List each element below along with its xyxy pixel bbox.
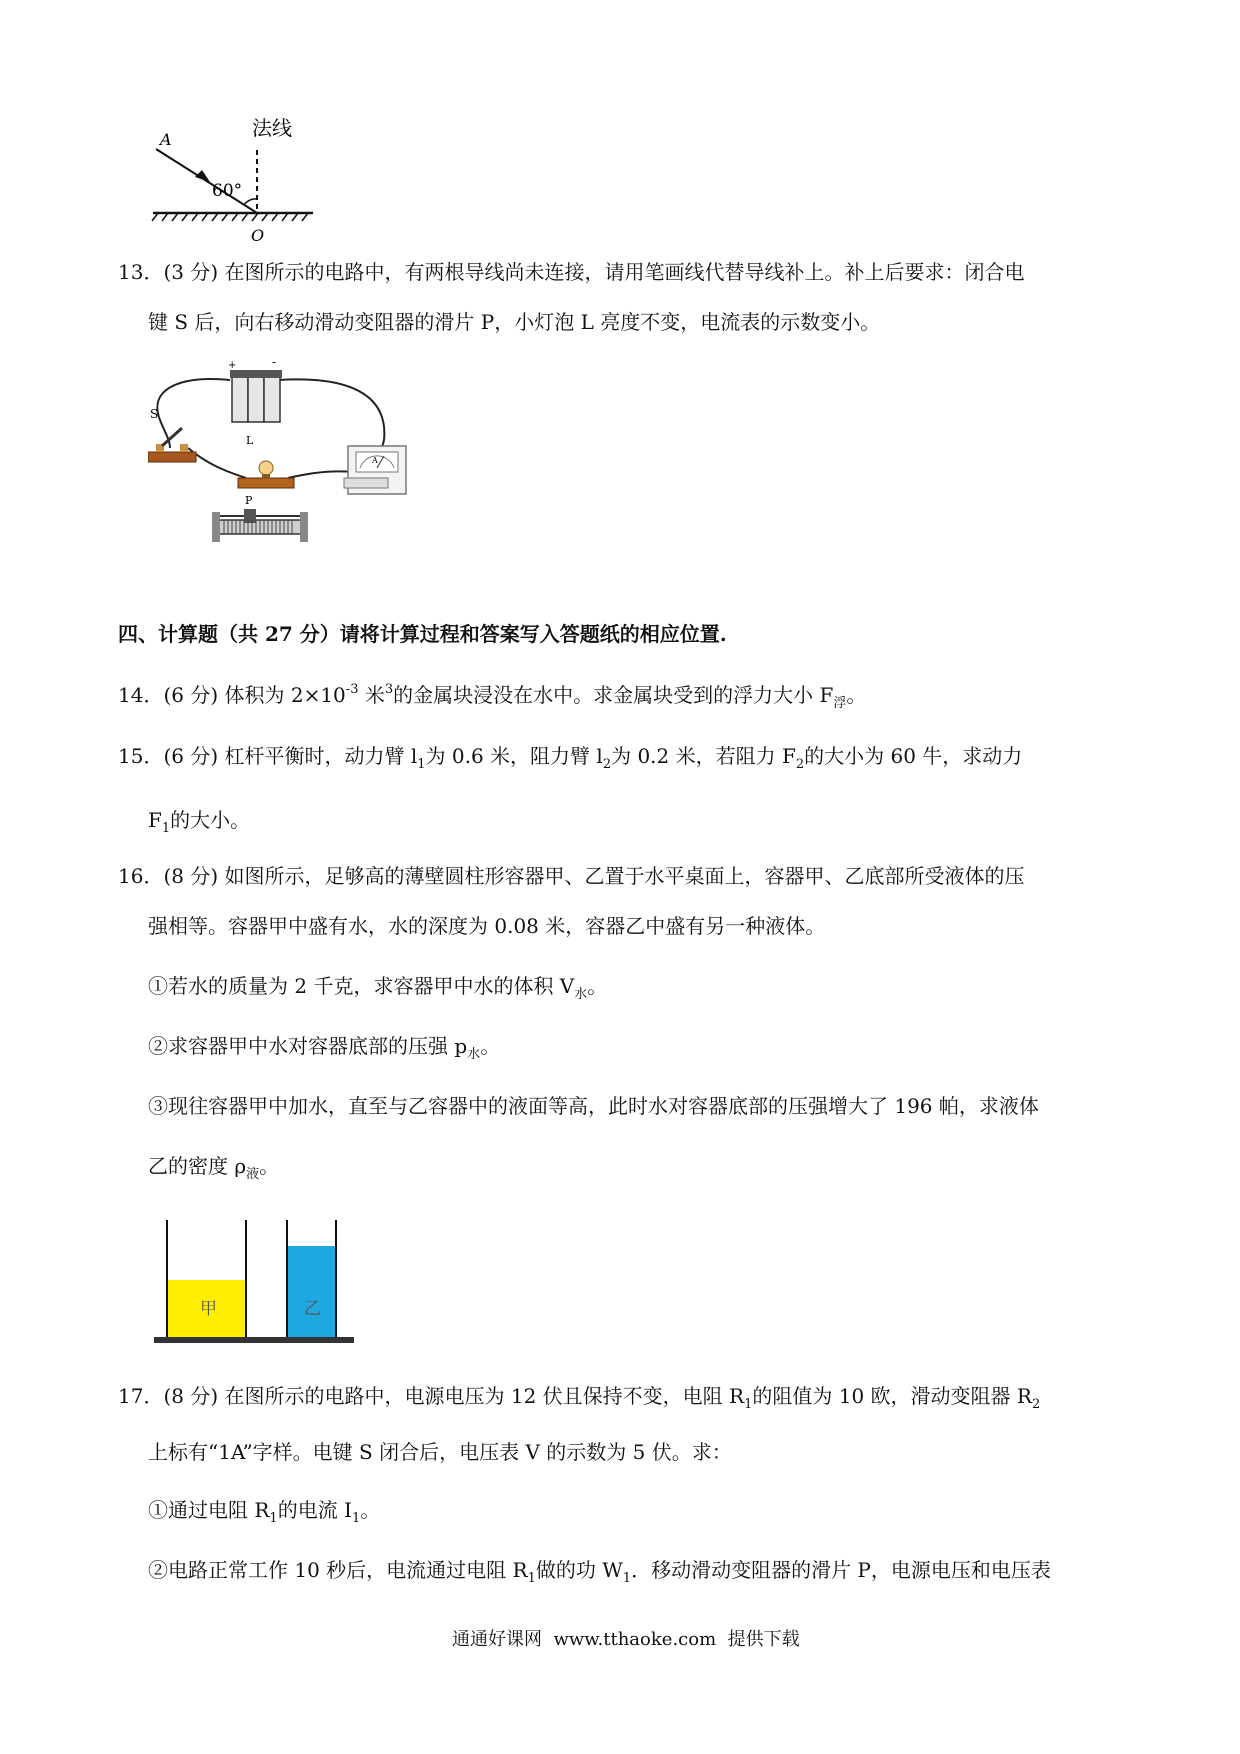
point-a-label: A <box>160 130 172 149</box>
q14-exponent: -3 <box>345 682 359 697</box>
q14-exponent2: 3 <box>384 682 394 697</box>
q14-text-a: 14．(6 分) 体积为 2×10 <box>118 683 346 707</box>
switch <box>148 428 196 462</box>
q16-part3b-text: 乙的密度 ρ <box>148 1154 247 1178</box>
q14-text-b: 米 <box>364 683 385 707</box>
q17-part2-sub: 1 <box>527 1571 536 1586</box>
q17-part2-text-c: ．移动滑动变阻器的滑片 P，电源电压和电压表 <box>631 1558 1051 1582</box>
battery <box>230 370 282 422</box>
containers-diagram <box>148 1214 360 1344</box>
q17-text-a: 17．(8 分) 在图所示的电路中，电源电压为 12 伏且保持不变，电阻 R <box>118 1384 745 1408</box>
battery-plus-label: + <box>228 360 237 371</box>
battery-minus-label: - <box>272 360 277 369</box>
q15-sub2: 2 <box>602 757 612 772</box>
q15-sub4: 1 <box>161 821 171 836</box>
lamp-label: L <box>246 434 254 447</box>
q14-subscript: 浮 <box>833 696 847 711</box>
q15-sub1: 1 <box>417 757 426 772</box>
rheostat-slider-label: P <box>245 494 253 507</box>
q17-part1-sub2: 1 <box>351 1511 361 1526</box>
ray-arrowhead <box>195 170 210 182</box>
page-footer: 通通好课网 www.tthaoke.com 提供下载 <box>452 1629 800 1650</box>
q16-part2-end: 。 <box>480 1034 501 1058</box>
q17-sub1: 1 <box>744 1397 753 1412</box>
q15-text-d: 的大小为 60 牛，求动力 <box>804 744 1023 768</box>
normal-label: 法线 <box>252 116 292 140</box>
q17-part2-text: ②电路正常工作 10 秒后，电流通过电阻 R <box>148 1558 528 1582</box>
q15-text-f: 的大小。 <box>170 808 251 832</box>
q17-part1-text: ①通过电阻 R <box>148 1498 270 1522</box>
q17-part1-sub: 1 <box>269 1511 278 1526</box>
container-jia-label: 甲 <box>200 1299 217 1319</box>
q17-line2: 上标有“1A”字样。电键 S 闭合后，电压表 V 的示数为 5 伏。求： <box>148 1440 732 1464</box>
angle-arc <box>244 199 257 205</box>
q15-text-a: 15．(6 分) 杠杆平衡时，动力臂 l <box>118 744 418 768</box>
wire-switch-lamp <box>188 448 246 478</box>
switch-label: S <box>150 407 159 421</box>
lamp <box>238 461 294 488</box>
q17-part2-sub2: 1 <box>622 1571 632 1586</box>
q16-part2-text: ②求容器甲中水对容器底部的压强 p <box>148 1034 468 1058</box>
q17-part2-text-b: 做的功 W <box>535 1558 623 1582</box>
q16-part1-end: 。 <box>587 974 608 998</box>
q17-sub2: 2 <box>1031 1397 1041 1412</box>
section4-heading: 四、计算题（共 27 分）请将计算过程和答案写入答题纸的相应位置. <box>118 622 727 646</box>
q15-sub3: 2 <box>795 757 805 772</box>
q16-part3-end: 。 <box>259 1154 280 1178</box>
q15-text-c: 为 0.2 米，若阻力 F <box>611 744 796 768</box>
q17-part1 <box>148 1496 380 1533</box>
ammeter-label: A <box>372 456 378 465</box>
wire-lamp-meter <box>288 471 353 478</box>
q16-part1-text: ①若水的质量为 2 千克，求容器甲中水的体积 V <box>148 974 575 998</box>
q16-line1: 16．(8 分) 如图所示，足够高的薄壁圆柱形容器甲、乙置于水平桌面上，容器甲、乙底部所受液体的压 <box>118 864 1025 888</box>
q14-end: 。 <box>846 683 867 707</box>
circuit-diagram <box>148 360 458 590</box>
q14 <box>118 676 866 718</box>
q15-line1 <box>118 742 1022 779</box>
q16-part2 <box>148 1032 500 1069</box>
q17-text-b: 的阻值为 10 欧，滑动变阻器 R <box>752 1384 1032 1408</box>
wire-battery-switch <box>157 379 230 448</box>
tabletop <box>154 1337 354 1343</box>
angle-label: 60° <box>212 181 243 201</box>
q16-part3: ③现往容器甲中加水，直至与乙容器中的液面等高，此时水对容器底部的压强增大了 196 帕，求液体 <box>148 1094 1039 1118</box>
q17-part1-end: 。 <box>360 1498 381 1522</box>
point-o-label: O <box>251 226 265 245</box>
q16-part2-sub: 水 <box>467 1047 481 1062</box>
q17-part2 <box>148 1556 1051 1593</box>
container-yi-liquid <box>288 1246 335 1338</box>
q13-line1: 13．(3 分) 在图所示的电路中，有两根导线尚未连接，请用笔画线代替导线补上。补上后要求：闭合电 <box>118 260 1025 284</box>
q17-line1 <box>118 1382 1040 1419</box>
q16-part3-sub: 液 <box>246 1167 260 1182</box>
q16-part1 <box>148 972 607 1009</box>
q14-text-c: 的金属块浸没在水中。求金属块受到的浮力大小 F <box>393 683 834 707</box>
q15-text-e: F <box>148 808 162 832</box>
q15-line2 <box>148 806 250 843</box>
q16-line2: 强相等。容器甲中盛有水，水的深度为 0.08 米，容器乙中盛有另一种液体。 <box>148 914 826 938</box>
q15-text-b: 为 0.6 米，阻力臂 l <box>425 744 603 768</box>
rheostat <box>212 509 308 542</box>
container-yi-label: 乙 <box>304 1299 321 1319</box>
q16-part3-line2 <box>148 1152 279 1189</box>
ammeter <box>344 446 406 494</box>
q17-part1-text-b: 的电流 I <box>277 1498 352 1522</box>
q16-part1-sub: 水 <box>574 987 588 1002</box>
reflection-diagram <box>148 115 318 250</box>
q13-line2: 键 S 后，向右移动滑动变阻器的滑片 P，小灯泡 L 亮度不变，电流表的示数变小。 <box>148 310 881 334</box>
